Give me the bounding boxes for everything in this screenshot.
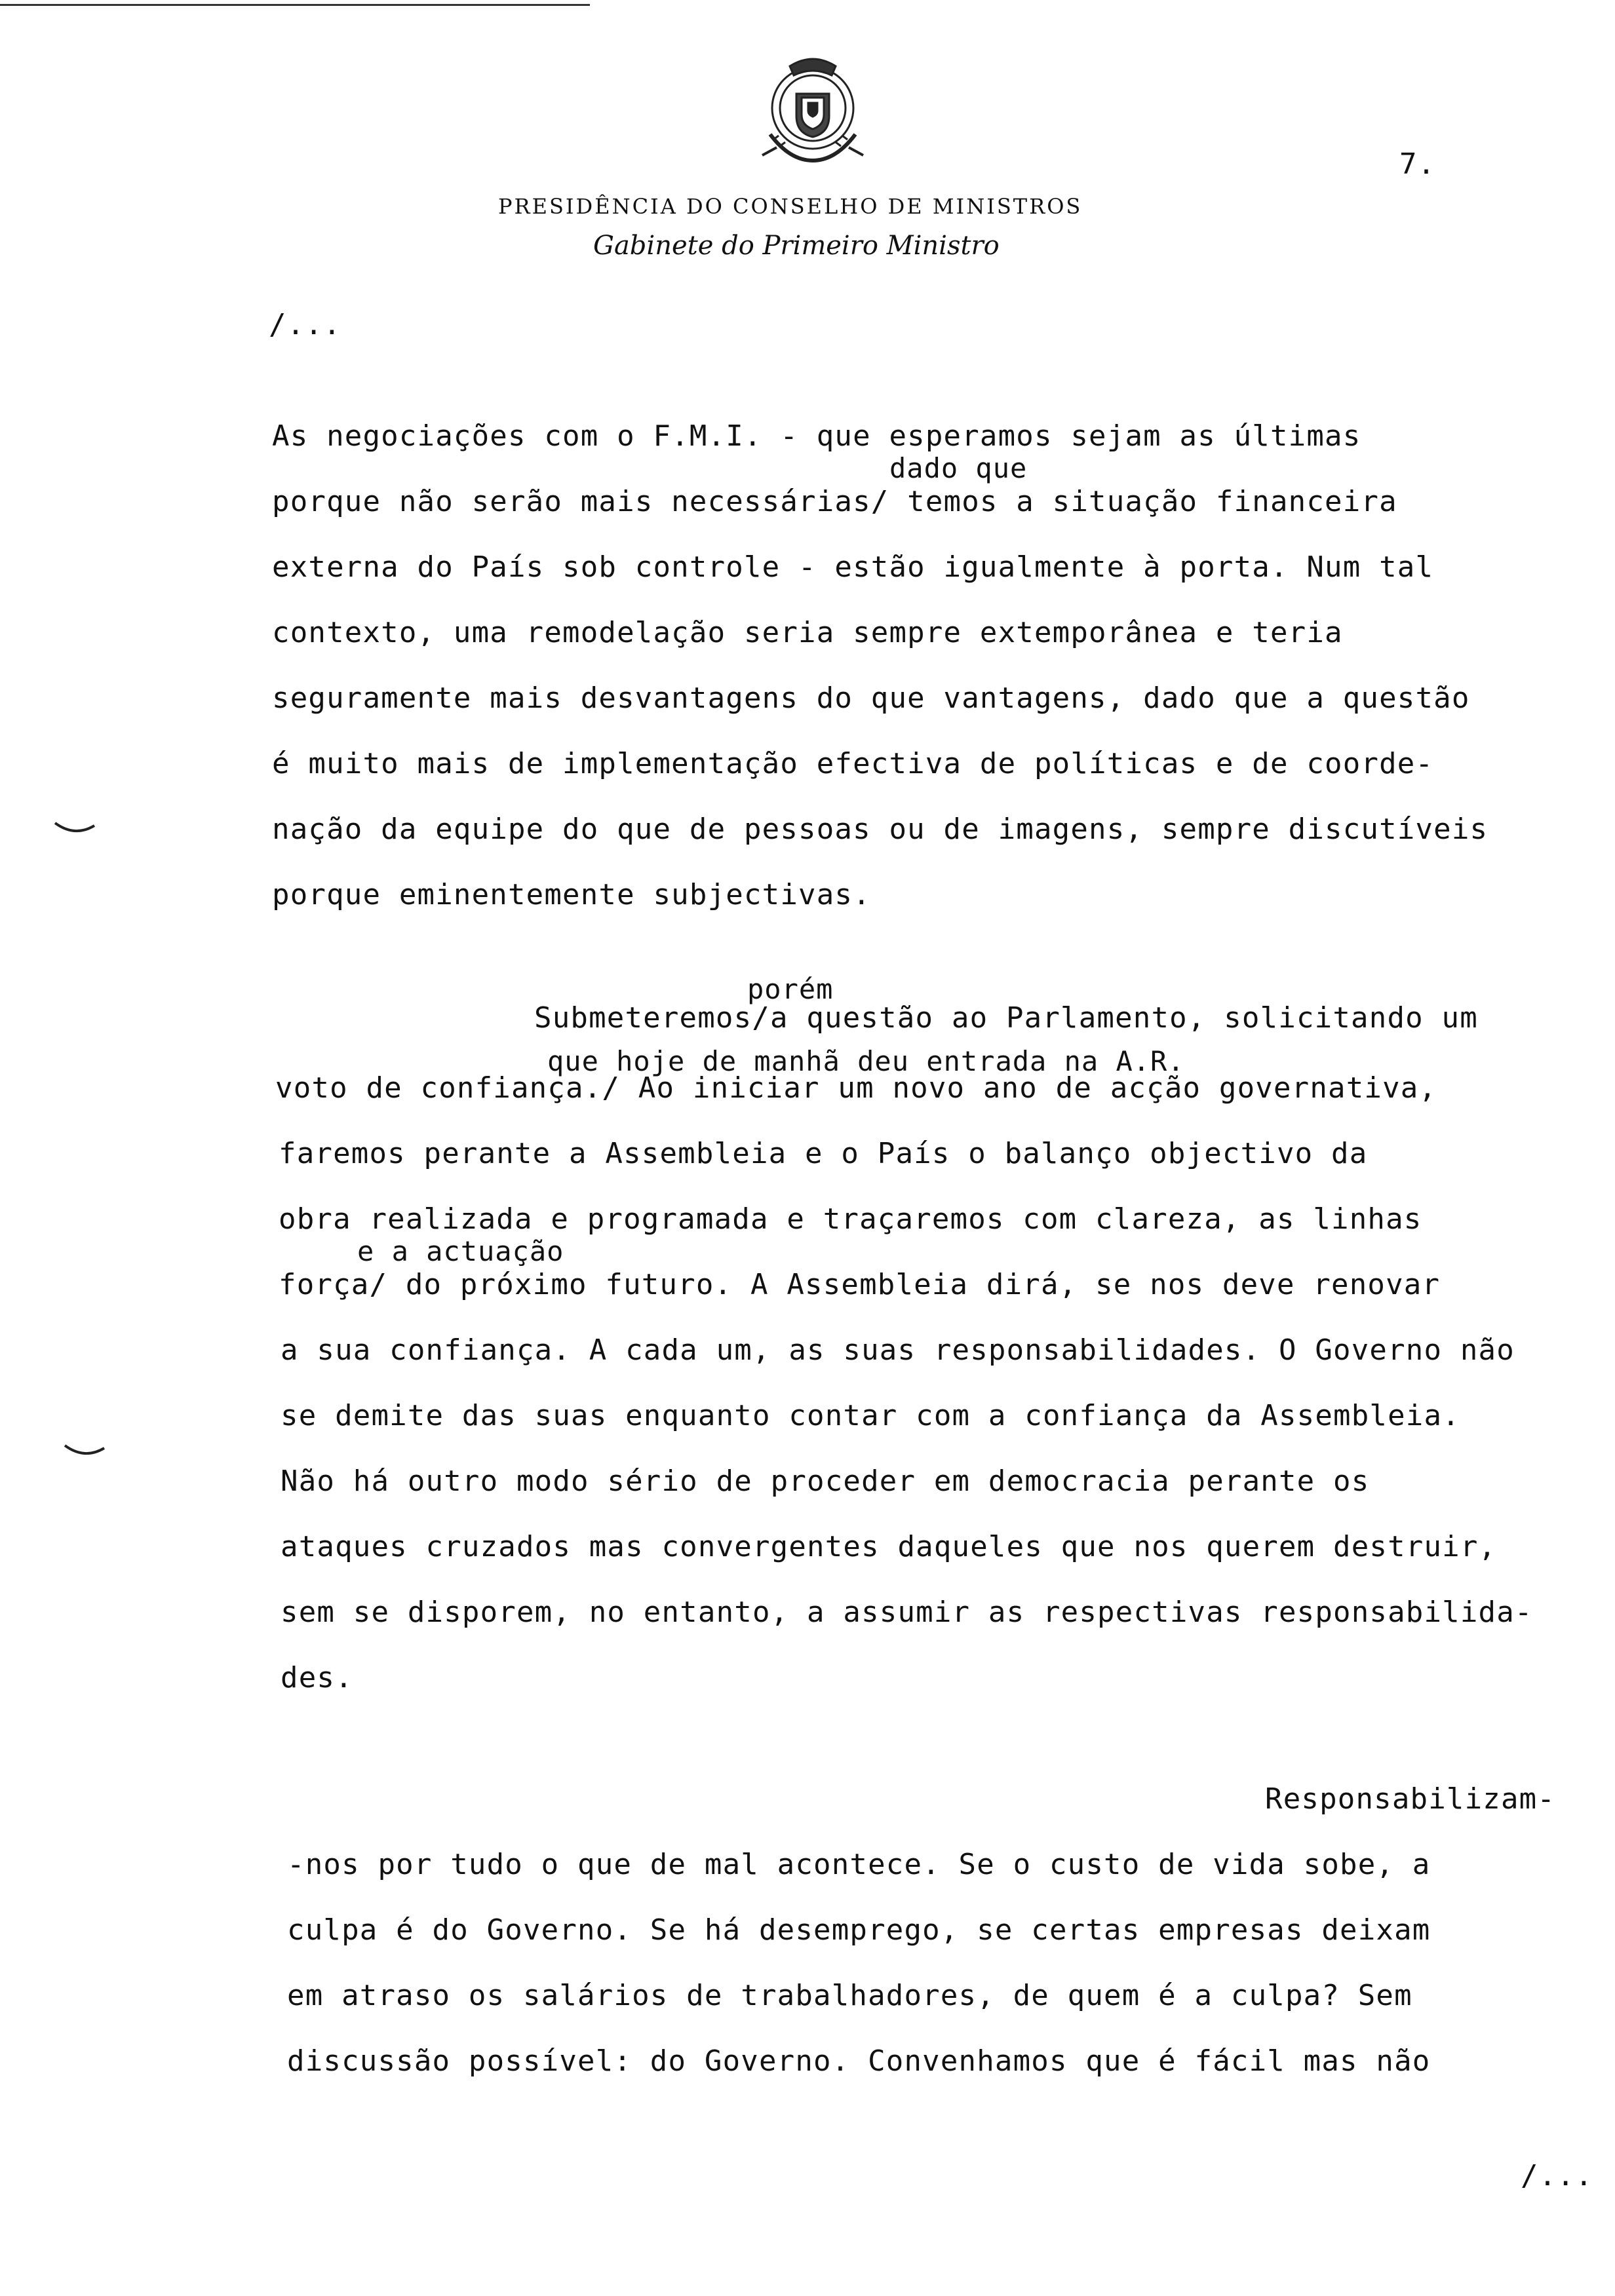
handwritten-insertion: porém bbox=[747, 973, 834, 1005]
body-line: seguramente mais desvantagens do que vantagens, dado que a questão bbox=[272, 681, 1470, 715]
top-rule bbox=[0, 4, 590, 6]
handwritten-insertion: e a actuação bbox=[357, 1235, 564, 1267]
page-number: 7. bbox=[1399, 147, 1436, 181]
continued-marker-top: /... bbox=[269, 308, 341, 341]
body-line: culpa é do Governo. Se há desemprego, se certas empresas deixam bbox=[287, 1913, 1431, 1947]
body-line: des. bbox=[281, 1661, 353, 1694]
body-line: Responsabilizam- bbox=[1265, 1782, 1556, 1816]
body-line: força/ do próximo futuro. A Assembleia dirá, se nos deve renovar bbox=[279, 1268, 1441, 1301]
body-line: Não há outro modo sério de proceder em democracia perante os bbox=[281, 1464, 1370, 1498]
body-line: -nos por tudo o que de mal acontece. Se o custo de vida sobe, a bbox=[287, 1848, 1431, 1881]
body-line: As negociações com o F.M.I. - que esperamos sejam as últimas bbox=[272, 419, 1361, 453]
margin-mark-icon bbox=[62, 1442, 108, 1461]
body-line: voto de confiança./ Ao iniciar um novo ano de acção governativa, bbox=[275, 1071, 1437, 1105]
body-line: sem se disporem, no entanto, a assumir as respectivas responsabilida- bbox=[281, 1596, 1533, 1629]
handwritten-insertion: que hoje de manhã deu entrada na A.R. bbox=[547, 1045, 1185, 1077]
body-line: nação da equipe do que de pessoas ou de imagens, sempre discutíveis bbox=[272, 813, 1489, 846]
body-line: externa do País sob controle - estão igualmente à porta. Num tal bbox=[272, 550, 1434, 584]
body-line: ataques cruzados mas convergentes daqueles que nos querem destruir, bbox=[281, 1530, 1497, 1563]
office-subtitle: Gabinete do Primeiro Ministro bbox=[593, 231, 1000, 261]
handwritten-insertion: dado que bbox=[889, 452, 1028, 484]
body-line: Submeteremos/a questão ao Parlamento, solicitando um bbox=[534, 1001, 1478, 1035]
body-line: obra realizada e programada e traçaremos com clareza, as linhas bbox=[279, 1202, 1422, 1236]
continued-marker-bottom: /... bbox=[1521, 2159, 1593, 2192]
body-line: discussão possível: do Governo. Convenhamos que é fácil mas não bbox=[287, 2044, 1431, 2078]
body-line: a sua confiança. A cada um, as suas responsabilidades. O Governo não bbox=[281, 1333, 1515, 1367]
body-line: contexto, uma remodelação seria sempre extemporânea e teria bbox=[272, 616, 1343, 649]
body-line: se demite das suas enquanto contar com a confiança da Assembleia. bbox=[281, 1399, 1460, 1432]
coat-of-arms-icon bbox=[750, 56, 875, 170]
margin-mark-icon bbox=[52, 819, 98, 839]
body-line: porque eminentemente subjectivas. bbox=[272, 878, 871, 911]
organization-title: PRESIDÊNCIA DO CONSELHO DE MINISTROS bbox=[498, 194, 1083, 219]
body-line: porque não serão mais necessárias/ temos a situação financeira bbox=[272, 485, 1397, 518]
body-line: faremos perante a Assembleia e o País o balanço objectivo da bbox=[279, 1137, 1368, 1170]
body-line: é muito mais de implementação efectiva de políticas e de coorde- bbox=[272, 747, 1434, 780]
body-line: em atraso os salários de trabalhadores, de quem é a culpa? Sem bbox=[287, 1979, 1412, 2012]
